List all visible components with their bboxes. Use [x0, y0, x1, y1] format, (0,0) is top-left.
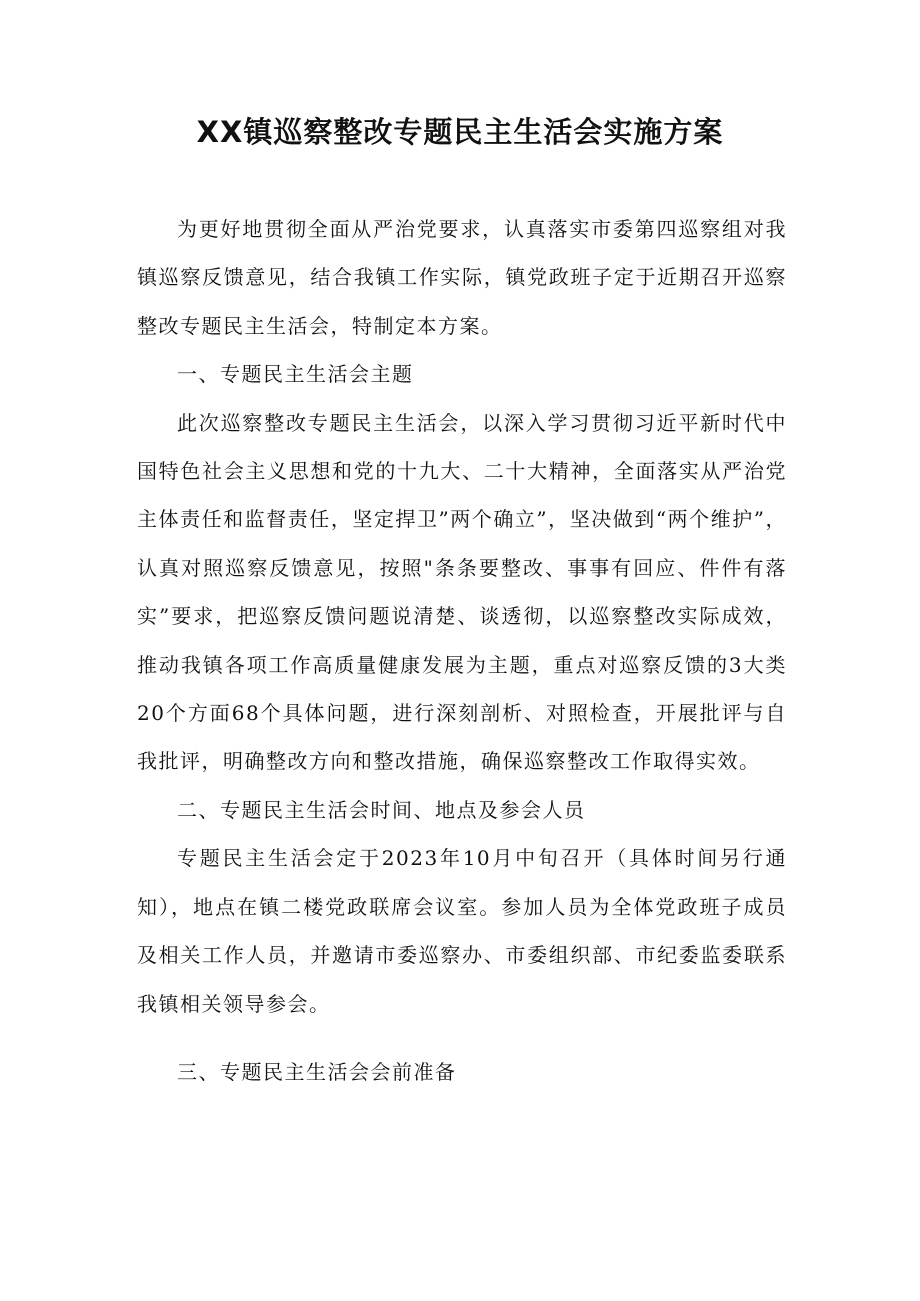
section-1-paragraph: 此次巡察整改专题民主生活会，以深入学习贯彻习近平新时代中国特色社会主义思想和党的十九大、二十大精神，全面落实从严治党主体责任和监督责任，坚定捍卫”两个确立”，坚决做到“两个维护”，认真对照巡察反馈意见，按照"条条要整改、事事有回应、件件有落实”要求，把巡察反馈问题说清楚、谈透彻，以巡察整改实际成效，推动我镇各项工作高质量健康发展为主题，重点对巡察反馈的3大类20个方面68个具体问题，进行深刻剖析、对照检查，开展批评与自我批评，明确整改方向和整改措施，确保巡察整改工作取得实效。 — [137, 410, 787, 774]
document-body — [137, 205, 787, 1096]
paragraph-gap — [137, 1028, 787, 1048]
document-title: XX镇巡察整改专题民主生活会实施方案 — [196, 115, 724, 149]
section-3-heading: 三、专题民主生活会会前准备 — [177, 1059, 457, 1084]
section-2-paragraph: 专题民主生活会定于2023年10月中旬召开（具体时间另行通知），地点在镇二楼党政联席会议室。参加人员为全体党政班子成员及相关工作人员，并邀请市委巡察办、市委组织部、市纪委监委联系我镇相关领导参会。 — [137, 846, 787, 1016]
section-2-heading: 二、专题民主生活会时间、地点及参会人员 — [177, 797, 586, 822]
section-1-heading: 一、专题民主生活会主题 — [177, 362, 414, 387]
intro-paragraph: 为更好地贯彻全面从严治党要求，认真落实市委第四巡察组对我镇巡察反馈意见，结合我镇工作实际，镇党政班子定于近期召开巡察整改专题民主生活会，特制定本方案。 — [137, 217, 787, 338]
